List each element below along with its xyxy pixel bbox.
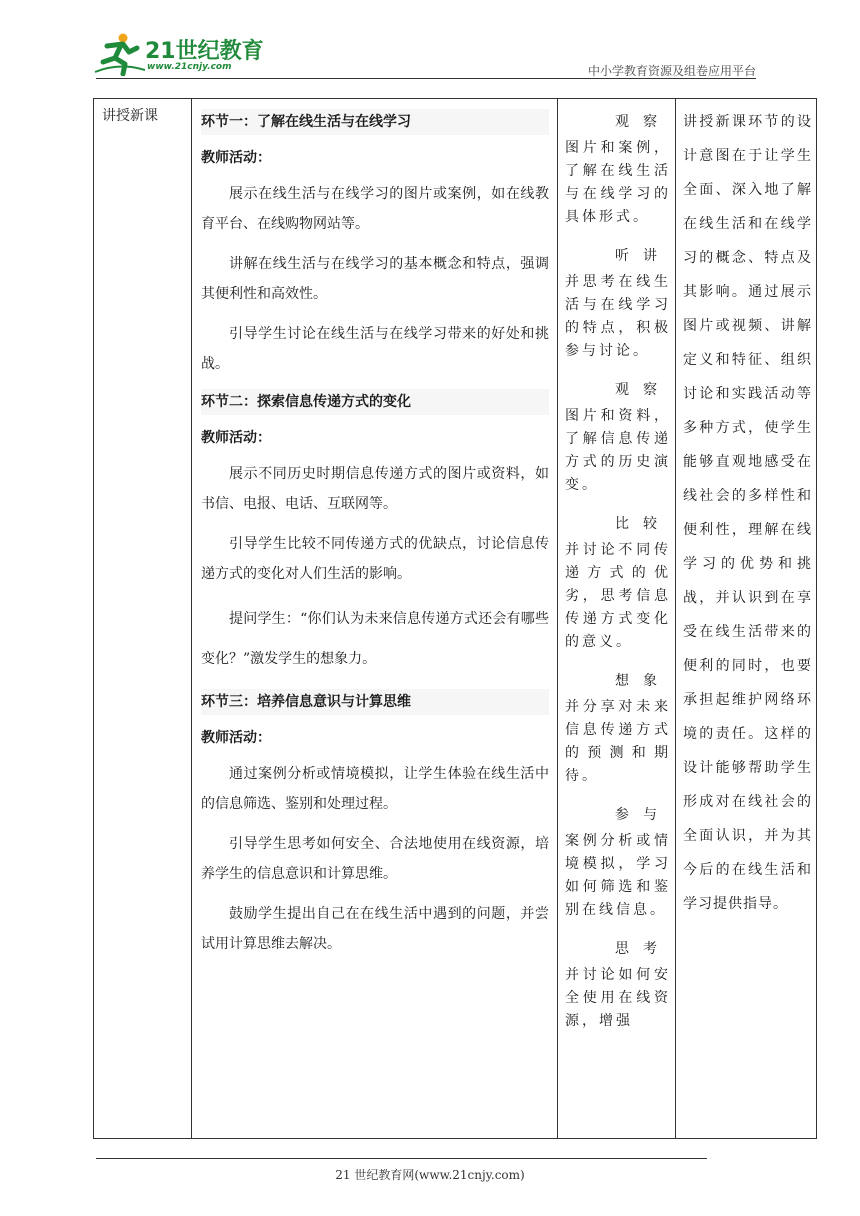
student-activity-verb: 比较 (615, 516, 671, 532)
table-row (94, 99, 817, 1139)
student-activity-text: 并讨论不同传递方式的优劣，思考信息传递方式变化的意义。 (565, 542, 671, 650)
section-paragraph: 引导学生讨论在线生活与在线学习带来的好处和挑战。 (201, 326, 549, 372)
header-divider (96, 78, 756, 79)
student-activity-verb: 思考 (615, 941, 671, 957)
section-paragraph: 鼓励学生提出自己在在线生活中遇到的问题，并尝试用计算思维去解决。 (201, 906, 549, 952)
section-paragraph: 提问学生：“你们认为未来信息传递方式还会有哪些变化？”激发学生的想象力。 (201, 611, 549, 667)
section-subtitle: 教师活动： (201, 430, 271, 446)
student-activity-text: 并讨论如何安全使用在线资源，增强 (565, 967, 671, 1029)
lesson-table (93, 98, 817, 1139)
section-paragraph: 引导学生思考如何安全、合法地使用在线资源，培养学生的信息意识和计算思维。 (201, 836, 549, 882)
student-activity-verb: 听讲 (615, 248, 671, 264)
footer-divider (96, 1158, 707, 1159)
page-header (0, 0, 860, 80)
student-activity-verb: 想象 (615, 673, 671, 689)
section-3 (201, 689, 549, 959)
logo-url: www.21cnjy.com (147, 62, 232, 72)
section-paragraph: 展示在线生活与在线学习的图片或案例，如在线教育平台、在线购物网站等。 (201, 186, 549, 232)
student-activity-verb: 观察 (615, 114, 671, 130)
student-activity-text: 图片和案例，了解在线生活与在线学习的具体形式。 (565, 140, 671, 225)
design-intent-text: 讲授新课环节的设计意图在于让学生全面、深入地了解在线生活和在线学习的概念、特点及其影响。通过展示图片或视频、讲解定义和特征、组织讨论和实践活动等多种方式，使学生能够直观地感受在线社会的多样性和便利性，理解在线学习的优势和挑战，并认识到在享受在线生活带来的便利的同时，也要承担起维护网络环境的责任。这样的设计能够帮助学生形成对在线社会的全面认识，并为其今后的在线生活和学习提供指导。 (683, 114, 812, 912)
section-1 (201, 109, 549, 379)
row-label: 讲授新课 (102, 108, 158, 124)
section-title: 环节二：探索信息传递方式的变化 (201, 389, 549, 415)
student-activity-text: 并分享对未来信息传递方式的预测和期待。 (565, 699, 671, 784)
section-paragraph: 讲解在线生活与在线学习的基本概念和特点，强调其便利性和高效性。 (201, 256, 549, 302)
runner-logo-icon (93, 32, 145, 76)
section-subtitle: 教师活动： (201, 150, 271, 166)
section-paragraph: 引导学生比较不同传递方式的优缺点，讨论信息传递方式的变化对人们生活的影响。 (201, 536, 549, 582)
footer-text: 21 世纪教育网(www.21cnjy.com) (335, 1168, 525, 1182)
section-paragraph: 通过案例分析或情境模拟，让学生体验在线生活中的信息筛选、鉴别和处理过程。 (201, 766, 549, 812)
student-activity-cell (558, 99, 676, 1139)
platform-name: 中小学教育资源及组卷应用平台 (587, 64, 756, 78)
section-title: 环节三：培养信息意识与计算思维 (201, 689, 549, 715)
student-activity-verb: 观察 (615, 382, 671, 398)
section-2 (201, 389, 549, 679)
section-title: 环节一：了解在线生活与在线学习 (201, 109, 549, 135)
section-paragraph: 展示不同历史时期信息传递方式的图片或资料，如书信、电报、电话、互联网等。 (201, 466, 549, 512)
teacher-activity-cell (192, 99, 558, 1139)
design-intent-cell (676, 99, 817, 1139)
student-activity-text: 并思考在线生活与在线学习的特点，积极参与讨论。 (565, 274, 671, 359)
student-activity-verb: 参与 (615, 807, 671, 823)
student-activity-text: 案例分析或情境模拟，学习如何筛选和鉴别在线信息。 (565, 833, 671, 918)
student-activity-text: 图片和资料，了解信息传递方式的历史演变。 (565, 408, 671, 493)
section-subtitle: 教师活动： (201, 730, 271, 746)
site-logo[interactable] (93, 32, 263, 78)
row-label-cell (94, 99, 192, 1139)
logo-wordmark: 21世纪教育 (145, 39, 264, 64)
